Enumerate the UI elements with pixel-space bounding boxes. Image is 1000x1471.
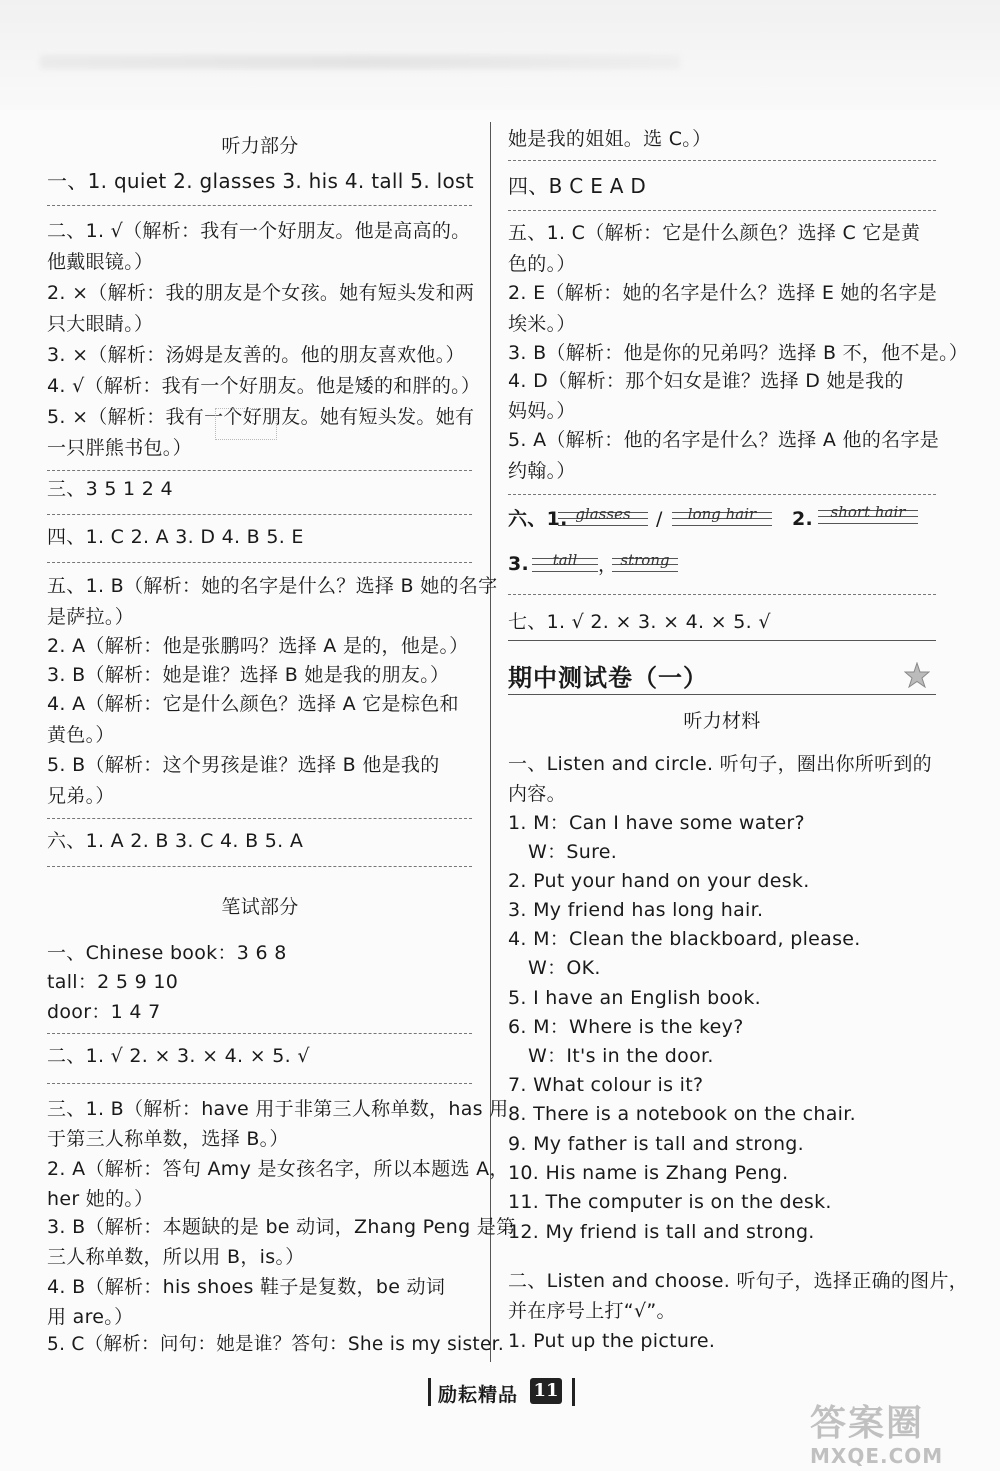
instruction-line: 内容。 [508, 783, 566, 805]
watermark-logo [810, 1395, 970, 1468]
answer-line: tall：2 5 9 10 [47, 971, 179, 993]
answer-line: 5. ×（解析：我有一个好朋友。她有短头发。她有 [47, 406, 475, 428]
watermark-text: 答案圈 [810, 1403, 925, 1444]
transcript-line: 12. My friend is tall and strong. [508, 1221, 815, 1243]
handwritten-answer: strong [620, 551, 670, 569]
heading-listening: 听力部分 [221, 135, 299, 157]
transcript-line: 4. M：Clean the blackboard, please. [508, 928, 861, 950]
answer-line: 只大眼睛。） [47, 313, 154, 335]
answer-line: 用 are。） [47, 1306, 134, 1328]
answer-line: 2. ×（解析：我的朋友是个女孩。她有短头发和两 [47, 282, 475, 304]
title-rule [508, 694, 936, 695]
dashed-divider [508, 594, 936, 595]
sub-heading: 听力材料 [683, 710, 761, 732]
answer-label: 3. [508, 553, 530, 575]
answer-line: 4. B（解析：his shoes 鞋子是复数，be 动词 [47, 1276, 446, 1298]
dashed-divider [508, 210, 936, 211]
answer-line: 约翰。） [508, 460, 576, 482]
answer-line: 七、1. √ 2. × 3. × 4. × 5. √ [508, 611, 771, 633]
answer-line: 五、1. B（解析：她的名字是什么？选择 B 她的名字 [47, 575, 498, 597]
transcript-line: 2. Put your hand on your desk. [508, 870, 810, 892]
comma-separator: ， [598, 554, 618, 576]
answer-line: 4. A（解析：它是什么颜色？选择 A 它是棕色和 [47, 693, 459, 715]
answer-line: 2. A（解析：答句 Amy 是女孩名字，所以本题选 A， [47, 1158, 509, 1180]
footer-brand: 励耘精品 [438, 1384, 519, 1406]
answer-line: 3. ×（解析：汤姆是友善的。他的朋友喜欢他。） [47, 344, 465, 366]
answer-line: 三、3 5 1 2 4 [47, 478, 173, 500]
answer-line: 于第三人称单数，选择 B。） [47, 1128, 289, 1150]
answer-line: 六、1. A 2. B 3. C 4. B 5. A [47, 830, 304, 852]
instruction-line: 二、Listen and choose. 听句子，选择正确的图片， [508, 1270, 969, 1292]
watermark-url: MXQE.COM [810, 1444, 944, 1468]
dashed-divider [508, 160, 936, 161]
answer-line: door：1 4 7 [47, 1001, 161, 1023]
answer-line: 埃米。） [508, 313, 576, 335]
dashed-divider [47, 1083, 472, 1084]
dashed-divider [47, 470, 472, 471]
transcript-line: W：Sure. [528, 841, 618, 863]
dashed-divider [47, 514, 472, 515]
transcript-line: 11. The computer is on the desk. [508, 1191, 832, 1213]
answer-line: 3. B（解析：本题缺的是 be 动词，Zhang Peng 是第 [47, 1216, 516, 1238]
transcript-line: 9. My father is tall and strong. [508, 1133, 805, 1155]
answer-line: 4. √（解析：我有一个好朋友。他是矮的和胖的。） [47, 375, 481, 397]
transcript-line: 1. M：Can I have some water? [508, 812, 805, 834]
answer-line: 2. A（解析：他是张鹏吗？选择 A 是的，他是。） [47, 635, 469, 657]
answer-label: 六、1. [508, 508, 568, 530]
answer-line: 四、1. C 2. A 3. D 4. B 5. E [47, 526, 304, 548]
answer-line: 一、Chinese book：3 6 8 [47, 942, 287, 964]
handwritten-answer: short hair [830, 503, 906, 521]
answer-line: 妈妈。） [508, 400, 576, 422]
answer-line: 是萨拉。） [47, 606, 135, 628]
slash-separator: / [656, 508, 663, 530]
section-rule [508, 640, 936, 641]
transcript-line: 7. What colour is it? [508, 1074, 704, 1096]
answer-line: 3. B（解析：她是谁？选择 B 她是我的朋友。） [47, 664, 450, 686]
footer-bar-right [572, 1378, 575, 1406]
scan-artifact [40, 55, 680, 69]
answer-line: 3. B（解析：他是你的兄弟吗？选择 B 不，他不是。） [508, 342, 969, 364]
page-number: 11 [530, 1378, 562, 1404]
transcript-line: 1. Put up the picture. [508, 1330, 716, 1352]
handwritten-answer: long hair [687, 505, 757, 523]
answer-line: 色的。） [508, 253, 576, 275]
answer-line: 2. E（解析：她的名字是什么？选择 E 她的名字是 [508, 282, 938, 304]
answer-line: 一只胖熊书包。） [47, 437, 192, 459]
answer-line: 5. B（解析：这个男孩是谁？选择 B 他是我的 [47, 754, 440, 776]
transcript-line: W：OK. [528, 957, 601, 979]
dashed-divider [47, 818, 472, 819]
transcript-line: 8. There is a notebook on the chair. [508, 1103, 856, 1125]
answer-line: 一、1. quiet 2. glasses 3. his 4. tall 5. lost [47, 169, 474, 193]
dashed-divider [47, 866, 472, 867]
answer-line: 黄色。） [47, 724, 115, 746]
instruction-line: 并在序号上打“√”。 [508, 1300, 676, 1322]
answer-line: 5. C（解析：问句：她是谁？答句：She is my sister. [47, 1334, 505, 1355]
answer-line: 她是我的姐姐。选 C。） [508, 128, 712, 150]
answer-line: 四、B C E A D [508, 174, 647, 198]
answer-line: 他戴眼镜。） [47, 251, 154, 273]
handwritten-answer: tall [552, 551, 578, 569]
transcript-line: 3. My friend has long hair. [508, 899, 764, 921]
answer-line: her 她的。） [47, 1188, 154, 1210]
handwritten-answer: glasses [575, 505, 631, 523]
footer-bar-left [428, 1378, 431, 1406]
transcript-line: 5. I have an English book. [508, 987, 761, 1009]
transcript-line: 6. M：Where is the key? [508, 1016, 744, 1038]
heading-written: 笔试部分 [221, 896, 299, 918]
answer-line: 二、1. √ 2. × 3. × 4. × 5. √ [47, 1045, 310, 1067]
answer-line: 五、1. C（解析：它是什么颜色？选择 C 它是黄 [508, 222, 921, 244]
instruction-line: 一、Listen and circle. 听句子，圈出你所听到的 [508, 753, 932, 775]
answer-line: 三人称单数，所以用 B，is。） [47, 1246, 305, 1268]
faint-stamp [215, 408, 277, 440]
dashed-divider [508, 494, 936, 495]
answer-line: 三、1. B（解析：have 用于非第三人称单数，has 用 [47, 1098, 509, 1120]
transcript-line: 10. His name is Zhang Peng. [508, 1162, 789, 1184]
answer-line: 兄弟。） [47, 785, 115, 807]
answer-label: 2. [792, 508, 814, 530]
answer-line: 二、1. √（解析：我有一个好朋友。他是高高的。 [47, 220, 471, 242]
dashed-divider [47, 1033, 472, 1034]
dashed-divider [47, 562, 472, 563]
transcript-line: W：It's in the door. [528, 1045, 714, 1067]
answer-line: 5. A（解析：他的名字是什么？选择 A 他的名字是 [508, 429, 940, 451]
section-title: 期中测试卷（一） [508, 664, 708, 692]
dashed-divider [47, 205, 472, 206]
star-icon [904, 662, 930, 688]
answer-line: 4. D（解析：那个妇女是谁？选择 D 她是我的 [508, 370, 904, 392]
